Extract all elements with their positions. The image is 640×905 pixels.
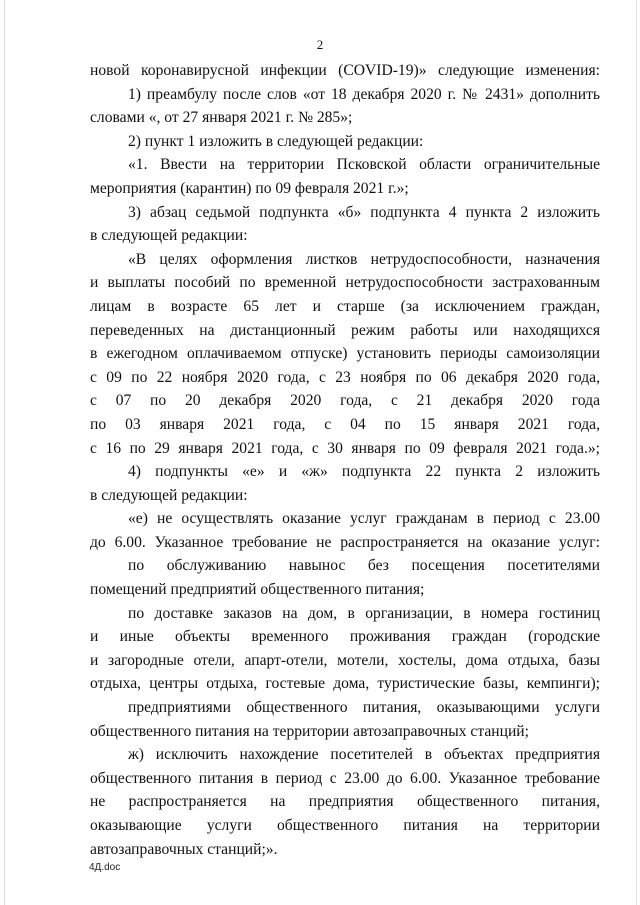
text-line: новой коронавирусной инфекции (COVID-19)» следующие изменения: [90, 62, 600, 79]
text-line: 4) подпункты «е» и «ж» подпункта 22 пункта 2 изложить [128, 463, 600, 481]
text-line: «В целях оформления листков нетрудоспособности, назначения [128, 250, 600, 268]
text-line: с 07 по 20 декабря 2020 года, с 21 декабря 2020 года [90, 392, 600, 410]
text-line: с 09 по 22 ноября 2020 года, с 23 ноября по 06 декабря 2020 года, [90, 368, 600, 386]
text-line: лицам в возрасте 65 лет и старше (за исключением граждан, [90, 297, 600, 315]
text-line: словами «, от 27 января 2021 г. № 285»; [90, 109, 353, 127]
text-line: мероприятия (карантин) по 09 февраля 2021 г.»; [90, 179, 409, 197]
text-line: предприятиями общественного питания, оказывающими услуги [128, 699, 600, 717]
text-line: «1. Ввести на территории Псковской области ограничительные [128, 156, 600, 174]
text-line: оказывающие услуги общественного питания на территории [90, 817, 600, 834]
text-line: переведенных на дистанционный режим работы или находящихся [90, 321, 600, 339]
text-line: не распространяется на предприятия общественного питания, [90, 793, 600, 811]
text-line: 3) абзац седьмой подпункта «б» подпункта 4 пункта 2 изложить [128, 203, 600, 221]
text-line: и иные объекты временного проживания граждан (городские [90, 628, 600, 646]
text-line: ж) исключить нахождение посетителей в объектах предприятия [128, 746, 600, 764]
text-line: по 03 января 2021 года, с 04 по 15 января 2021 года, [90, 415, 600, 433]
text-line: до 6.00. Указанное требование не распространяется на оказание услуг: [90, 533, 600, 551]
text-line: в следующей редакции: [90, 227, 248, 245]
document-body [90, 59, 600, 861]
text-line: и загородные отели, апарт-отели, мотели, хостелы, дома отдыха, базы [90, 651, 600, 669]
text-line: автозаправочных станций;». [90, 840, 278, 858]
text-line: по доставке заказов на дом, в организации, в номера гостиниц [128, 604, 600, 622]
text-line: в следующей редакции: [90, 486, 248, 504]
text-line: общественного питания на территории автозаправочных станций; [90, 722, 529, 740]
text-line: 2) пункт 1 изложить в следующей редакции: [128, 132, 424, 150]
scan-edge-right [636, 0, 637, 905]
page-number: 2 [316, 37, 324, 52]
text-line: с 16 по 29 января 2021 года, с 30 января по 09 февраля 2021 года.»; [90, 439, 600, 457]
scan-edge-left [4, 0, 5, 905]
text-line: и выплаты пособий по временной нетрудоспособности застрахованным [90, 274, 600, 292]
text-line: 1) преамбулу после слов «от 18 декабря 2020 г. № 2431» дополнить [128, 85, 600, 103]
text-line: по обслуживанию навынос без посещения посетителями [128, 557, 600, 575]
text-line: общественного питания в период с 23.00 до 6.00. Указанное требование [90, 769, 600, 787]
text-line: отдыха, центры отдыха, гостевые дома, туристические базы, кемпинги); [90, 675, 600, 693]
file-name-footer: 4Д.doc [89, 862, 121, 873]
text-line: помещений предприятий общественного питания; [90, 581, 425, 599]
text-line: в ежегодном оплачиваемом отпуске) установить периоды самоизоляции [90, 345, 600, 363]
text-line: «е) не осуществлять оказание услуг гражданам в период с 23.00 [128, 510, 600, 528]
